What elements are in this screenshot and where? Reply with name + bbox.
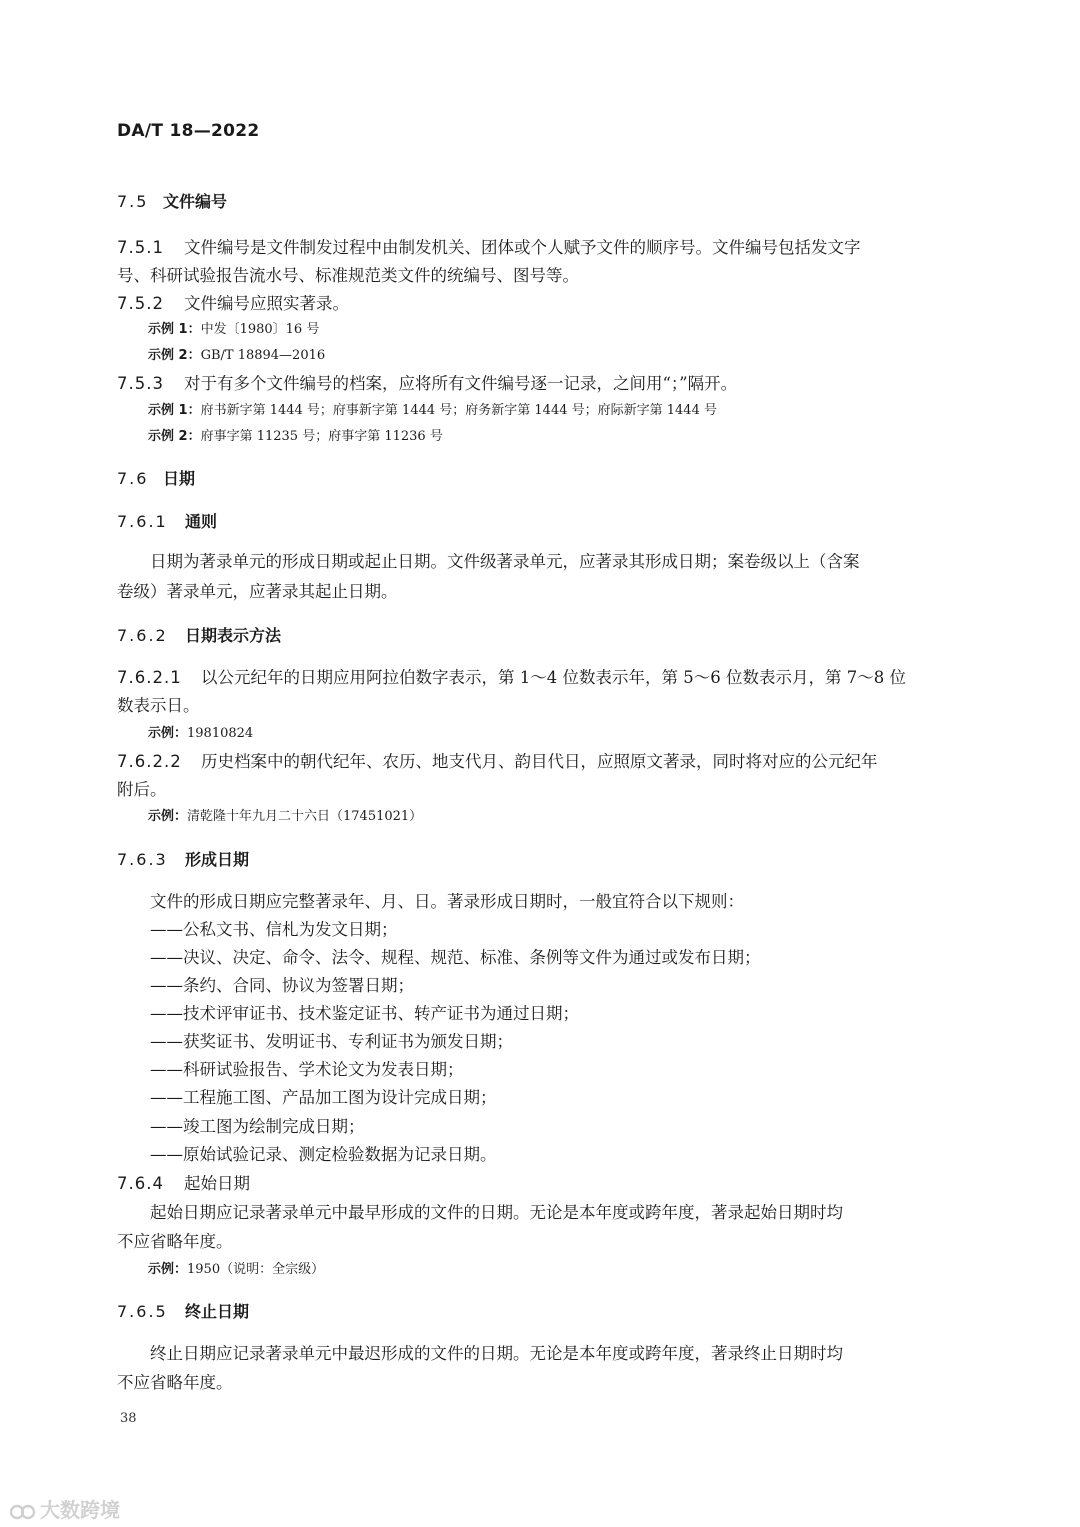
watermark-text: 大数跨境 xyxy=(40,1498,120,1522)
example-text: 府事字第 11235 号；府事字第 11236 号 xyxy=(200,429,443,444)
clause-number: 7.5.2 xyxy=(117,294,164,313)
example-7-6-4 xyxy=(148,1258,324,1277)
clause-7-6-2-2-line2: 附后。 xyxy=(117,780,167,799)
section-7-6-3-heading xyxy=(117,847,249,870)
example-label: 示例 2： xyxy=(148,348,201,363)
rule-item: ——公私文书、信札为发文日期； xyxy=(150,920,398,939)
clause-7-6-2-2-line1 xyxy=(117,748,878,772)
clause-7-5-1-line2: 号、科研试验报告流水号、标准规范类文件的统编号、图号等。 xyxy=(117,266,579,285)
rule-item: ——工程施工图、产品加工图为设计完成日期； xyxy=(150,1088,497,1107)
example-text: GB/T 18894—2016 xyxy=(200,348,326,363)
clause-number: 7.6.2.2 xyxy=(117,752,182,771)
example-label: 示例 2： xyxy=(148,429,201,444)
example-7-6-2-2 xyxy=(148,805,422,824)
rule-item: ——技术评审证书、技术鉴定证书、转产证书为通过日期； xyxy=(150,1004,579,1023)
clause-7-6-5-line1: 终止日期应记录著录单元中最迟形成的文件的日期。无论是本年度或跨年度，著录终止日期时均 xyxy=(150,1344,843,1363)
watermark-logo-icon xyxy=(10,1502,36,1522)
example-text: 1950（说明：全宗级） xyxy=(187,1262,325,1277)
example-7-5-3-1 xyxy=(148,399,717,418)
section-number: 7.6.5 xyxy=(117,1302,168,1321)
clause-7-6-1-line1: 日期为著录单元的形成日期或起止日期。文件级著录单元，应著录其形成日期；案卷级以上（含案 xyxy=(150,552,860,571)
section-title: 通则 xyxy=(185,512,218,531)
clause-text: 文件编号是文件制发过程中由制发机关、团体或个人赋予文件的顺序号。文件编号包括发文字 xyxy=(184,238,861,257)
example-text: 清乾隆十年九月二十六日（17451021） xyxy=(187,809,423,824)
section-7-6-1-heading xyxy=(117,509,217,532)
clause-text: 文件编号应照实著录。 xyxy=(184,294,349,313)
example-label: 示例 1： xyxy=(148,322,201,337)
section-title: 形成日期 xyxy=(185,850,250,869)
section-7-6-5-heading xyxy=(117,1299,249,1322)
clause-7-6-4-line1: 起始日期应记录著录单元中最早形成的文件的日期。无论是本年度或跨年度，著录起始日期时均 xyxy=(150,1203,843,1222)
rule-item: ——竣工图为绘制完成日期； xyxy=(150,1117,365,1136)
example-7-5-2-2 xyxy=(148,344,325,363)
rule-item: ——获奖证书、发明证书、专利证书为颁发日期； xyxy=(150,1032,513,1051)
clause-number: 7.5.3 xyxy=(117,374,164,393)
clause-7-6-2-1-line1 xyxy=(117,664,906,688)
example-text: 中发〔1980〕16 号 xyxy=(200,322,320,337)
clause-7-5-2 xyxy=(117,290,349,314)
section-title: 起始日期 xyxy=(184,1174,250,1193)
section-number: 7.6.3 xyxy=(117,850,168,869)
section-7-6-4-heading xyxy=(117,1170,250,1194)
document-code: DA/T 18—2022 xyxy=(117,121,260,141)
clause-number: 7.6.2.1 xyxy=(117,668,182,687)
clause-7-6-1-line2: 卷级）著录单元，应著录其起止日期。 xyxy=(117,582,398,601)
section-number: 7.6.2 xyxy=(117,626,168,645)
example-text: 府书新字第 1444 号；府事新字第 1444 号；府务新字第 1444 号；府际新字第 1444 号 xyxy=(200,403,717,418)
section-title: 日期 xyxy=(163,469,196,488)
page-number: 38 xyxy=(120,1411,137,1426)
example-text: 19810824 xyxy=(187,726,254,741)
clause-7-6-3-intro: 文件的形成日期应完整著录年、月、日。著录形成日期时，一般宜符合以下规则： xyxy=(150,892,744,911)
section-7-5-heading xyxy=(117,189,227,212)
example-label: 示例： xyxy=(148,1262,188,1277)
example-label: 示例 1： xyxy=(148,403,201,418)
example-label: 示例： xyxy=(148,726,188,741)
section-number: 7.6.4 xyxy=(117,1174,164,1193)
clause-number: 7.5.1 xyxy=(117,238,164,257)
section-title: 终止日期 xyxy=(185,1302,250,1321)
rule-item: ——原始试验记录、测定检验数据为记录日期。 xyxy=(150,1145,497,1164)
section-number: 7.5 xyxy=(117,192,149,211)
section-7-6-2-heading xyxy=(117,623,281,646)
rule-item: ——科研试验报告、学术论文为发表日期； xyxy=(150,1060,464,1079)
clause-7-5-1-line1 xyxy=(117,234,861,258)
section-number: 7.6.1 xyxy=(117,512,168,531)
clause-7-6-2-1-line2: 数表示日。 xyxy=(117,696,200,715)
example-label: 示例： xyxy=(148,809,188,824)
example-7-5-2-1 xyxy=(148,318,319,337)
clause-text: 历史档案中的朝代纪年、农历、地支代月、韵目代日，应照原文著录，同时将对应的公元纪年 xyxy=(201,752,878,771)
section-title: 文件编号 xyxy=(163,192,228,211)
watermark xyxy=(10,1494,120,1523)
section-title: 日期表示方法 xyxy=(185,626,282,645)
rule-item: ——决议、决定、命令、法令、规程、规范、标准、条例等文件为通过或发布日期； xyxy=(150,948,761,967)
clause-7-6-5-line2: 不应省略年度。 xyxy=(117,1373,233,1392)
clause-text: 对于有多个文件编号的档案，应将所有文件编号逐一记录，之间用“；”隔开。 xyxy=(184,374,738,393)
example-7-5-3-2 xyxy=(148,425,443,444)
rule-item: ——条约、合同、协议为签署日期； xyxy=(150,976,414,995)
clause-7-5-3 xyxy=(117,370,737,394)
section-number: 7.6 xyxy=(117,469,149,488)
section-7-6-heading xyxy=(117,466,195,489)
clause-text: 以公元纪年的日期应用阿拉伯数字表示，第 1～4 位数表示年，第 5～6 位数表示月，第 7～8 位 xyxy=(201,668,906,687)
example-7-6-2-1 xyxy=(148,722,253,741)
clause-7-6-4-line2: 不应省略年度。 xyxy=(117,1232,233,1251)
